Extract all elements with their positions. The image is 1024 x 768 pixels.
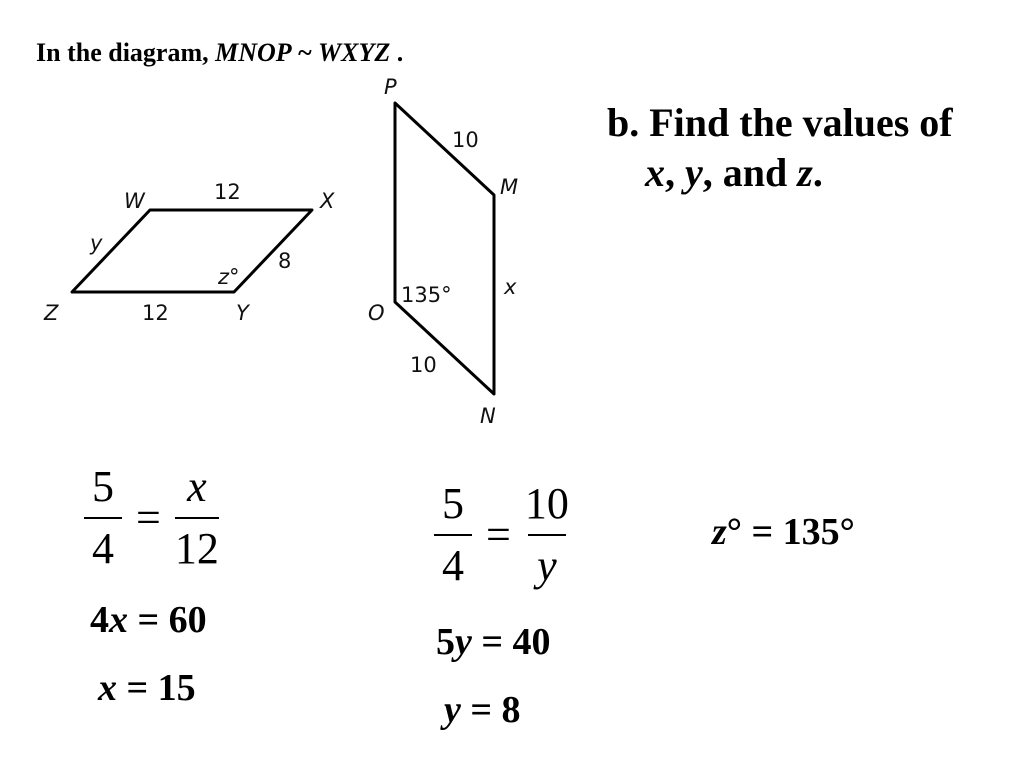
result-y — [444, 688, 521, 732]
coefficient: 5 — [436, 621, 455, 663]
intro-prefix: In the diagram, — [36, 38, 216, 67]
side-on-label: 10 — [410, 353, 437, 377]
side-mn-label: x — [504, 275, 517, 299]
equation-rest: = 60 — [128, 599, 207, 641]
vertex-y-label: Y — [236, 301, 249, 325]
task-sep-1: , — [665, 150, 685, 195]
side-pm-label: 10 — [452, 128, 479, 152]
result-z — [712, 510, 855, 554]
task-end: . — [812, 150, 823, 195]
fraction-numerator: 10 — [524, 479, 569, 528]
vertex-w-label: W — [124, 189, 145, 213]
vertex-z-label: Z — [44, 301, 59, 325]
fraction-numerator: 5 — [442, 479, 464, 528]
step-5y-equals-40 — [436, 620, 551, 664]
side-wx-label: 12 — [214, 180, 241, 204]
intro-suffix: . — [390, 38, 404, 67]
task-sep-2: , and — [702, 150, 798, 195]
task-var-y: y — [685, 150, 703, 195]
angle-y-label: z° — [218, 265, 240, 289]
result-x — [98, 666, 196, 710]
side-wz-label: y — [90, 231, 103, 255]
task-var-x: x — [645, 150, 665, 195]
variable: z — [712, 511, 727, 553]
fraction-five-fourths — [80, 462, 126, 573]
fraction-numerator: x — [187, 462, 207, 511]
equals-sign: = — [486, 510, 511, 559]
proportion-y — [430, 479, 573, 590]
fraction-10-over-y — [521, 479, 573, 590]
angle-o-label: 135° — [401, 283, 452, 307]
vertex-p-label: P — [384, 75, 397, 99]
equation-rest: = 8 — [460, 689, 521, 731]
step-4x-equals-60 — [90, 598, 207, 642]
vertex-n-label: N — [480, 404, 496, 428]
equation-rest: = 40 — [471, 621, 551, 663]
fraction-x-over-12 — [171, 462, 223, 573]
fraction-denominator: 4 — [434, 534, 472, 588]
side-xy-label: 8 — [278, 249, 292, 273]
variable: x — [109, 599, 128, 641]
parallelogram-wxyz — [72, 210, 312, 292]
fraction-denominator: y — [528, 534, 566, 588]
equation-rest: ° = 135° — [726, 511, 855, 553]
similarity-statement: MNOP ~ WXYZ — [215, 38, 391, 67]
fraction-five-fourths — [430, 479, 476, 590]
equals-sign: = — [136, 493, 161, 542]
fraction-numerator: 5 — [92, 462, 114, 511]
variable: y — [455, 621, 472, 663]
vertex-x-label: X — [320, 189, 335, 213]
parallelogram-mnop — [395, 103, 494, 394]
vertex-o-label: O — [368, 301, 385, 325]
task-line-1: b. Find the values of — [607, 100, 953, 145]
coefficient: 4 — [90, 599, 109, 641]
variable: x — [98, 667, 117, 709]
vertex-m-label: M — [500, 175, 519, 199]
equation-rest: = 15 — [117, 667, 196, 709]
side-zy-label: 12 — [142, 301, 169, 325]
task-var-z: z — [797, 150, 813, 195]
variable: y — [444, 689, 461, 731]
fraction-denominator: 12 — [175, 517, 219, 571]
fraction-denominator: 4 — [84, 517, 122, 571]
proportion-x — [80, 462, 223, 573]
